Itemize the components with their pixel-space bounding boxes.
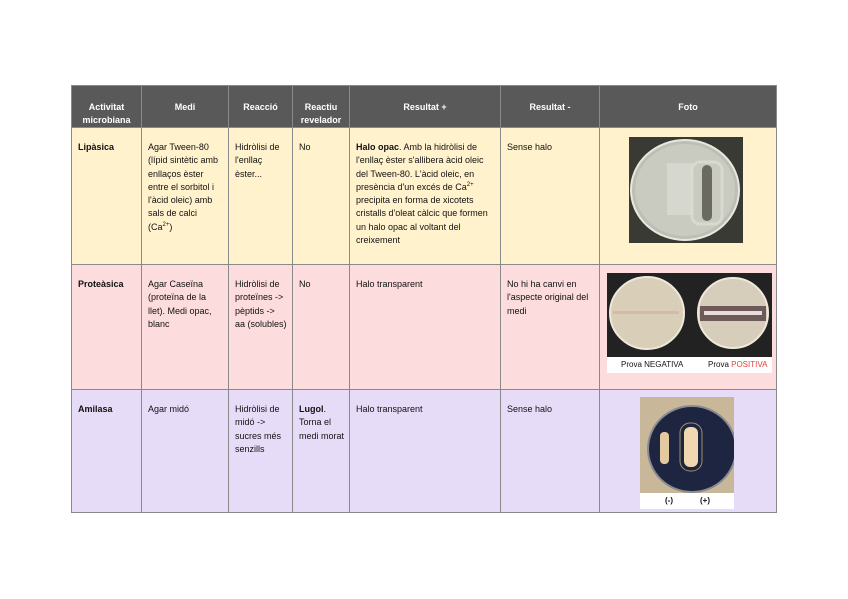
cell-foto — [600, 265, 777, 390]
minus-label: (-) — [665, 496, 673, 505]
header-reactiu: Reactiu revelador — [293, 86, 350, 128]
protease-photo-caption — [607, 357, 772, 373]
cell-reactiu: No — [293, 128, 350, 265]
amylase-petri-photo — [640, 397, 734, 493]
cell-reaccio: Hidròlisi de l'enllaç èster... — [229, 128, 293, 265]
header-reaccio: Reacció — [229, 86, 293, 128]
cell-resultat-pos: Halo transparent — [350, 390, 501, 513]
cell-resultat-neg: Sense halo — [501, 390, 600, 513]
cell-reactiu: No — [293, 265, 350, 390]
header-medi: Medi — [142, 86, 229, 128]
cell-activitat: Proteàsica — [72, 265, 142, 390]
cell-resultat-pos: Halo opac. Amb la hidròlisi de l'enllaç èster s'allibera àcid oleic del Tween-80. L'àcid oleic, en presència d'un excés de $Ca^{2+}$ precipita en forma de xicotets cristalls d'oleat càlcic que formen un halo opac al voltant del creixement — [350, 128, 501, 265]
header-activitat: Activitat microbiana — [72, 86, 142, 128]
cell-activitat: Lipàsica — [72, 128, 142, 265]
table-row-amilasa — [72, 390, 777, 513]
header-row — [72, 86, 777, 128]
cell-reactiu: Lugol. Torna el medi morat — [293, 390, 350, 513]
cell-medi: Agar midó — [142, 390, 229, 513]
amylase-photo-caption — [640, 493, 734, 509]
cell-reaccio: Hidròlisi de midó -> sucres més senzills — [229, 390, 293, 513]
table-row-lipasica — [72, 128, 777, 265]
table-row-proteasica — [72, 265, 777, 390]
cell-resultat-neg: Sense halo — [501, 128, 600, 265]
header-resultat-neg: Resultat - — [501, 86, 600, 128]
header-foto: Foto — [600, 86, 777, 128]
positive-label: Prova POSITIVA — [708, 360, 768, 369]
cell-medi: Agar Tween-80 (lípid sintètic amb enllaços èster entre el sorbitol i l'àcid oleic) amb sals de calci $(Ca^{2+})$ — [142, 128, 229, 265]
cell-foto — [600, 390, 777, 513]
microbial-activity-table — [71, 85, 777, 513]
protease-petri-photo — [607, 273, 772, 357]
cell-foto — [600, 128, 777, 265]
cell-activitat: Amilasa — [72, 390, 142, 513]
lipase-petri-photo — [629, 137, 743, 243]
cell-reaccio: Hidròlisi de proteïnes -> pèptids -> aa (solubles) — [229, 265, 293, 390]
header-resultat-pos: Resultat + — [350, 86, 501, 128]
plus-label: (+) — [700, 496, 710, 505]
cell-medi: Agar Caseïna (proteïna de la llet). Medi opac, blanc — [142, 265, 229, 390]
cell-resultat-neg: No hi ha canvi en l'aspecte original del medi — [501, 265, 600, 390]
cell-resultat-pos: Halo transparent — [350, 265, 501, 390]
negative-label: Prova NEGATIVA — [621, 360, 684, 369]
